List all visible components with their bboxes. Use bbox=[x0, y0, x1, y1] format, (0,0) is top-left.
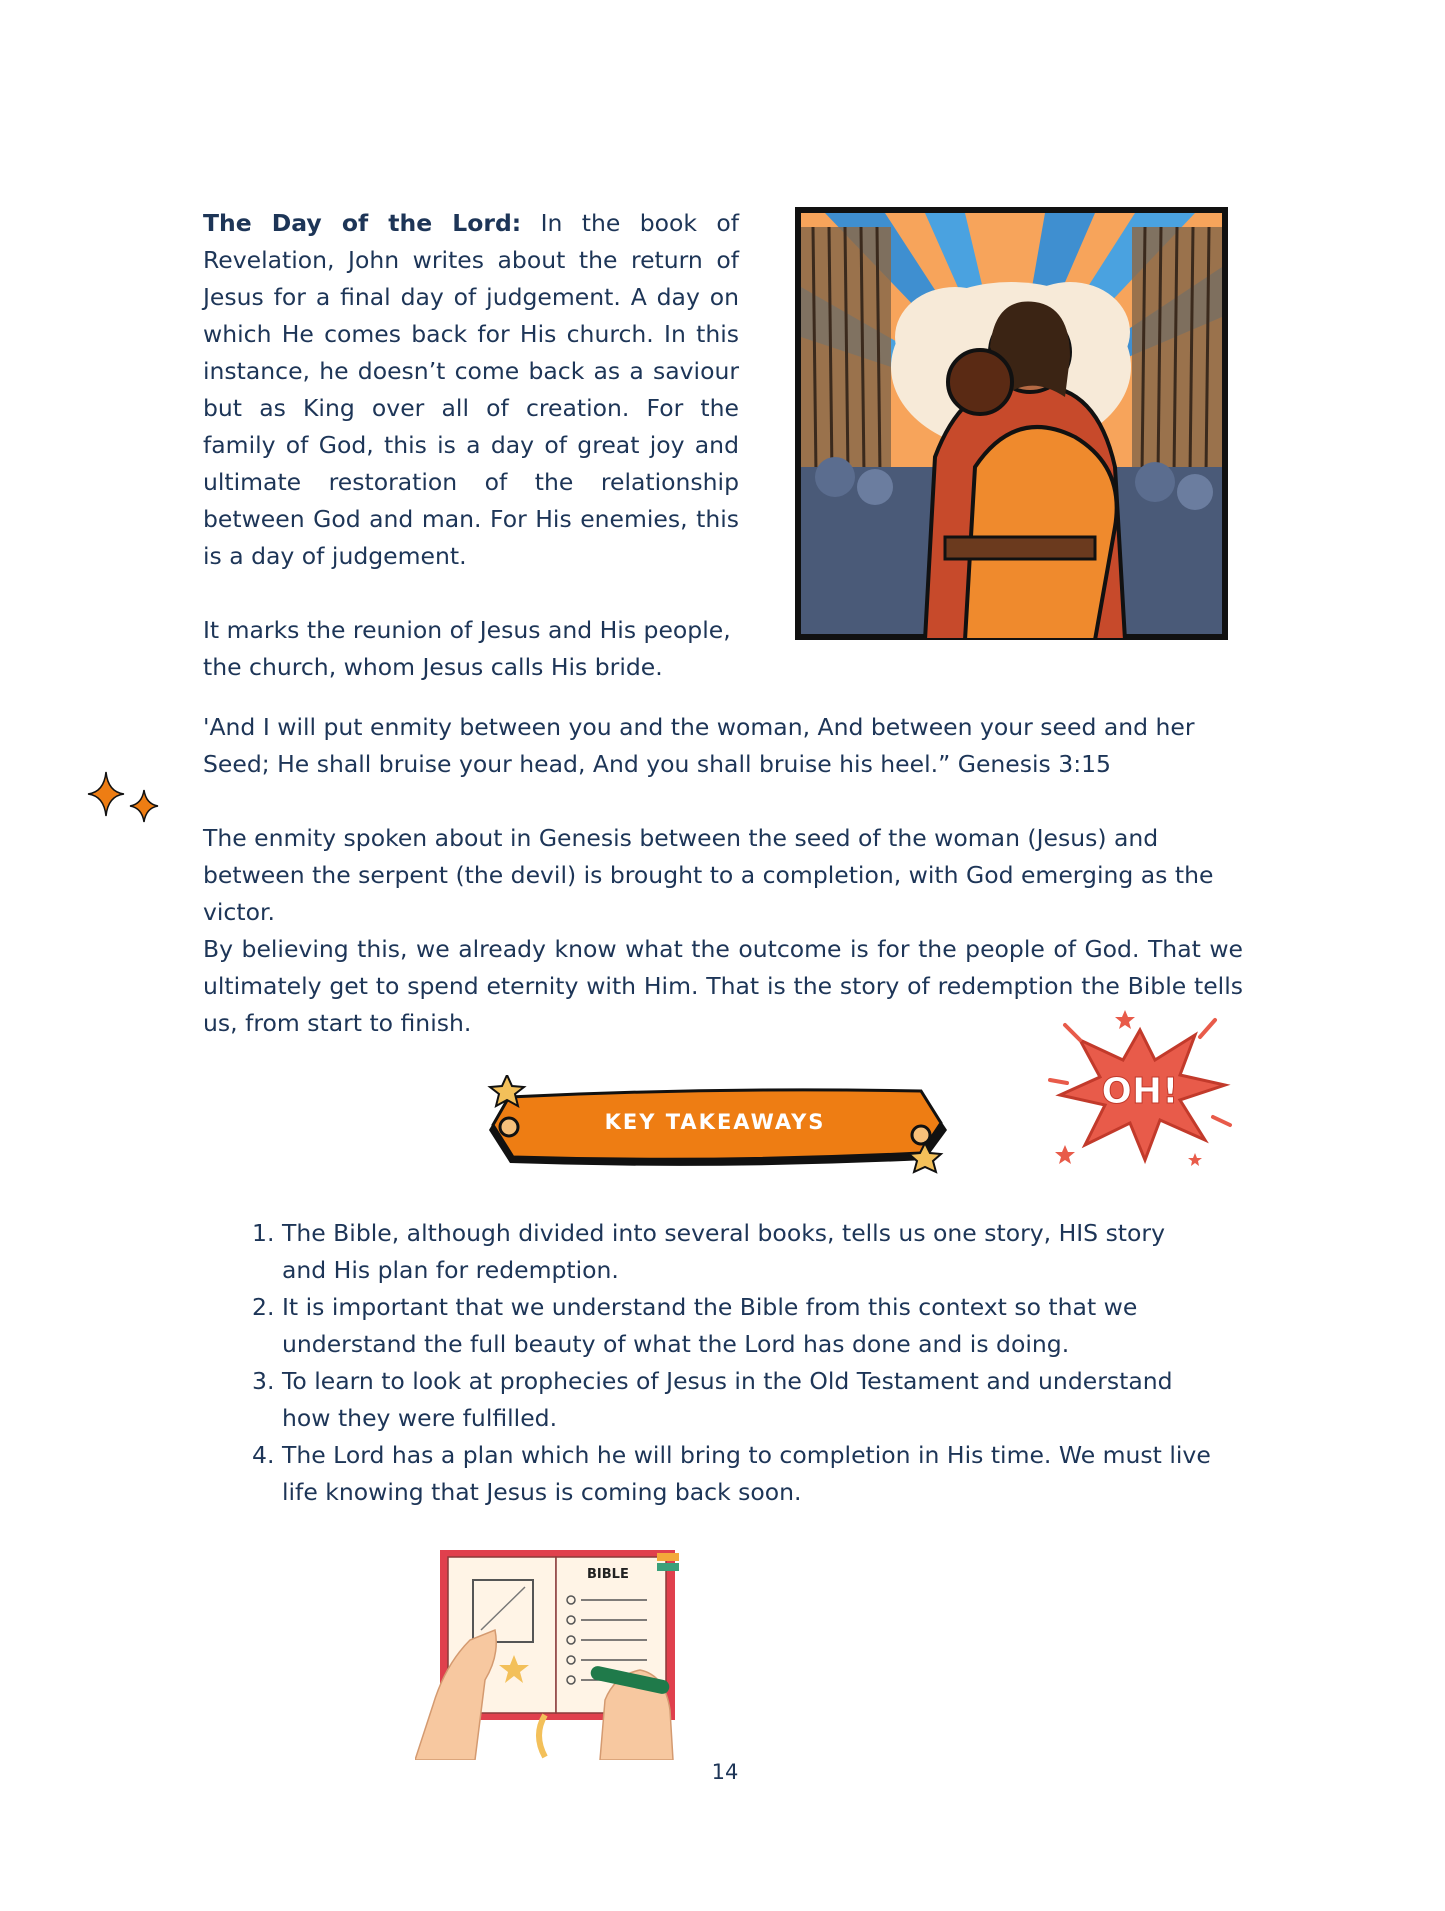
sparkle-icon bbox=[86, 770, 166, 830]
list-item: 1. The Bible, although divided into several books, tells us one story, HIS story and His plan for redemption. bbox=[252, 1219, 1165, 1284]
bible-label: BIBLE bbox=[587, 1567, 629, 1582]
intro-body: In the book of Revelation, John writes about the return of Jesus for a final day of judgement. A day on which He comes back for His church. In this instance, he doesn’t come back as a saviour but as King over all of creation. For the family of God, this is a day of great joy and ultimate restoration of the relationship between God and man. For His enemies, this is a day of judgement. bbox=[203, 209, 739, 570]
list-item: 4. The Lord has a plan which he will bring to completion in His time. We must live life knowing that Jesus is coming back soon. bbox=[252, 1441, 1211, 1506]
list-item: 2. It is important that we understand the Bible from this context so that we understand the full beauty of what the Lord has done and is doing. bbox=[252, 1293, 1138, 1358]
oh-burst-icon bbox=[1045, 1005, 1235, 1170]
list-item: 3. To learn to look at prophecies of Jesus in the Old Testament and understand how they were fulfilled. bbox=[252, 1367, 1173, 1432]
jesus-embrace-illustration bbox=[795, 207, 1228, 640]
takeaways-list bbox=[252, 1215, 1212, 1511]
open-bible-illustration bbox=[415, 1545, 685, 1760]
reunion-paragraph: It marks the reunion of Jesus and His people, the church, whom Jesus calls His bride. bbox=[203, 616, 731, 681]
key-takeaways-label: KEY TAKEAWAYS bbox=[604, 1110, 826, 1134]
enmity-paragraph: The enmity spoken about in Genesis between the seed of the woman (Jesus) and between the serpent (the devil) is brought to a completion, with God emerging as the victor. bbox=[203, 824, 1214, 926]
day-of-the-lord-paragraph bbox=[203, 205, 739, 575]
genesis-quote: 'And I will put enmity between you and the woman, And between your seed and her Seed; He shall bruise your head, And you shall bruise his heel.” Genesis 3:15 bbox=[203, 713, 1195, 778]
believe-paragraph: By believing this, we already know what the outcome is for the people of God. That we ultimately get to spend eternity with Him. That is the story of redemption the Bible tells us, from start to finish. bbox=[203, 935, 1243, 1037]
oh-text: OH! bbox=[1101, 1071, 1179, 1112]
section-heading: The Day of the Lord: bbox=[203, 209, 522, 237]
page-number: 14 bbox=[711, 1760, 739, 1784]
